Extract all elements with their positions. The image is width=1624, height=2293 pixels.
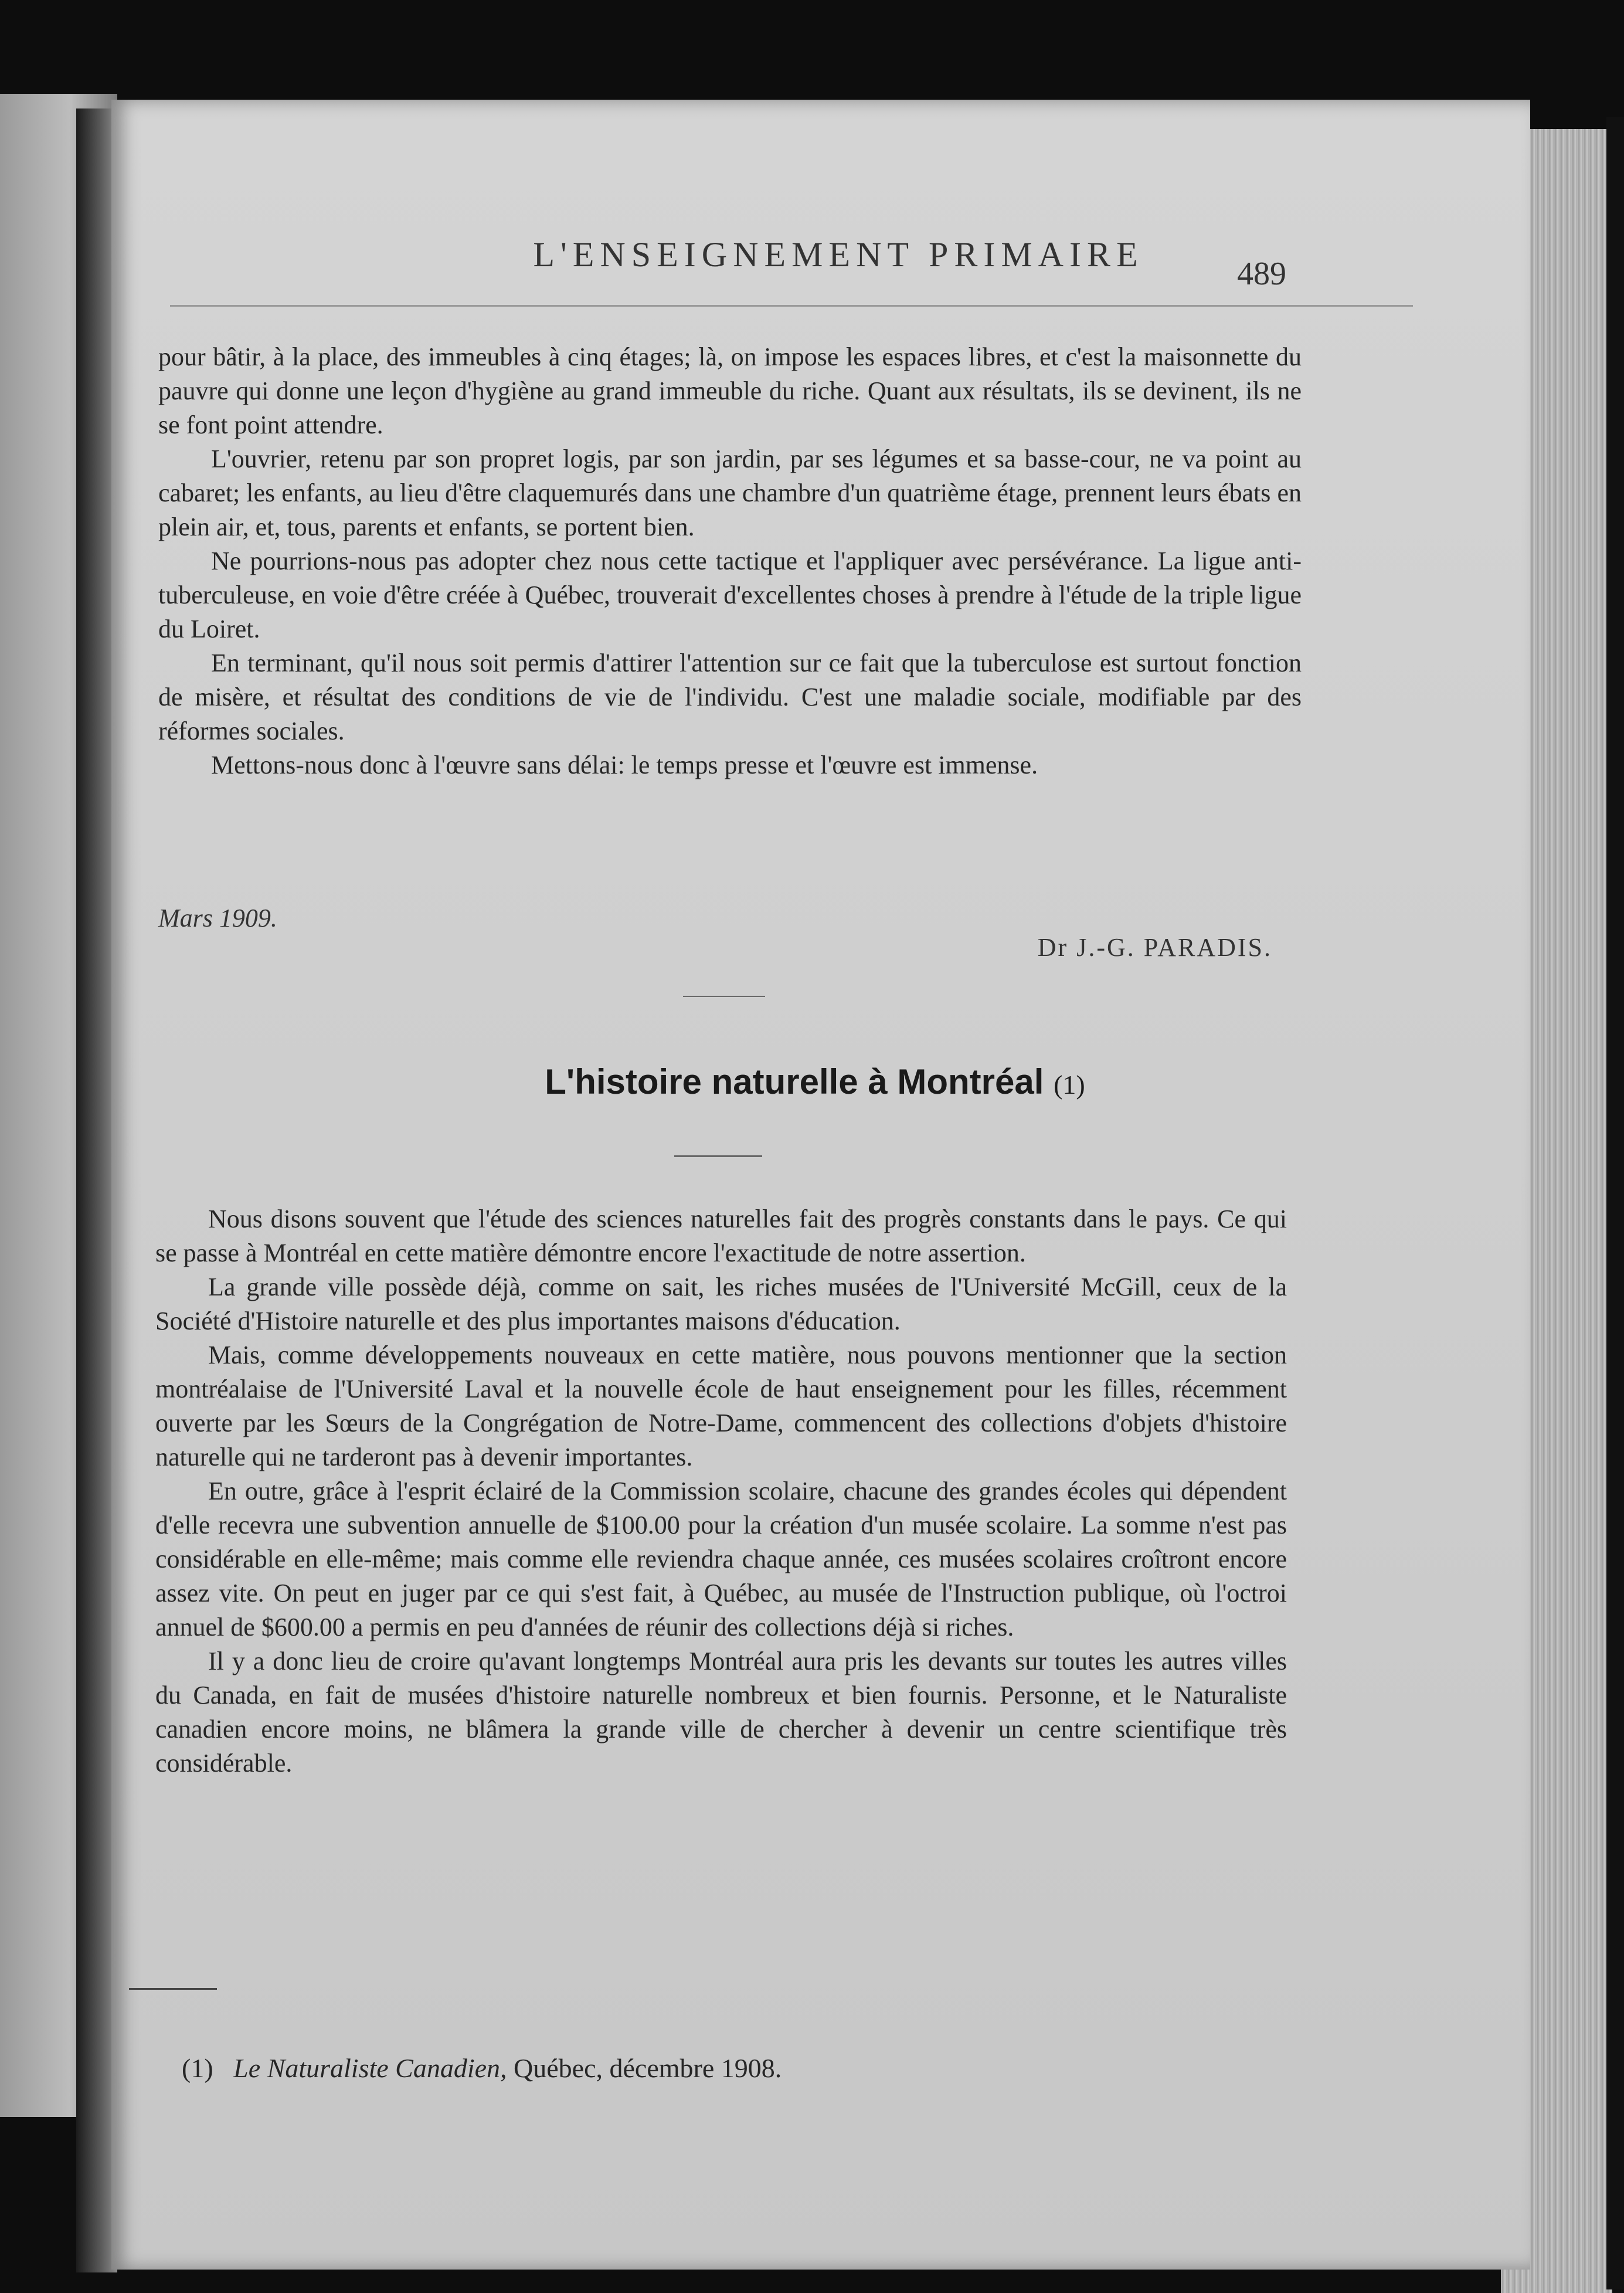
previous-article-text bbox=[158, 340, 1302, 782]
article-title-text: L'histoire naturelle à Montréal bbox=[545, 1062, 1044, 1101]
paragraph: La grande ville possède déjà, comme on sait, les riches musées de l'Université McGill, ceux de la Société d'Histoire naturelle et des plus importantes maisons d'éducation. bbox=[155, 1273, 1287, 1335]
article-title bbox=[287, 1061, 1343, 1102]
paragraph: L'ouvrier, retenu par son propret logis, par son jardin, par ses légumes et sa basse-cour, ne va point au cabaret; les enfants, au lieu d'être claquemurés dans une chambre d'un quatrième étage, prennent leurs ébats en plein air, et, tous, parents et enfants, se portent bien. bbox=[158, 445, 1302, 541]
paragraph: Ne pourrions-nous pas adopter chez nous cette tactique et l'appliquer avec persévérance. La ligue anti-tuberculeuse, en voie d'être créée à Québec, trouverait d'excellentes choses à prendre à l'étude de la triple ligue du Loiret. bbox=[158, 547, 1302, 643]
title-divider bbox=[674, 1155, 762, 1157]
page-number: 489 bbox=[1237, 256, 1286, 292]
header-rule bbox=[170, 305, 1413, 307]
footnote-details: Québec, décembre 1908. bbox=[514, 2053, 782, 2083]
paragraph: En terminant, qu'il nous soit permis d'attirer l'attention sur ce fait que la tuberculose est surtout fonction de misère, et résultat des conditions de vie de l'individu. C'est une maladie sociale, modifiable par des réformes sociales. bbox=[158, 649, 1302, 745]
book-page bbox=[111, 100, 1530, 2270]
paragraph: Nous disons souvent que l'étude des sciences naturelles fait des progrès constants dans le pays. Ce qui se passe à Montréal en cette matière démontre encore l'exactitude de notre assertion. bbox=[155, 1205, 1287, 1267]
paragraph: Mais, comme développements nouveaux en cette matière, nous pouvons mentionner que la section montréalaise de l'Université Laval et la nouvelle école de haut enseignement pour les filles, récemment ouverte par les Sœurs de la Congrégation de Notre-Dame, commencent des collections d'objets d'histoire naturelle qui ne tarderont pas à devenir importantes. bbox=[155, 1341, 1287, 1471]
paragraph: Mettons-nous donc à l'œuvre sans délai: le temps presse et l'œuvre est immense. bbox=[211, 751, 1038, 779]
signature-block bbox=[158, 903, 1272, 997]
paragraph: En outre, grâce à l'esprit éclairé de la Commission scolaire, chacune des grandes écoles qui dépendent d'elle recevra une subvention annuelle de $100.00 pour la création d'un musée scolaire. La somme n'est pas considérable en elle-même; mais comme elle reviendra chaque année, ces musées scolaires croîtront encore assez vite. On peut en juger par ce qui s'est fait, à Québec, au musée de l'Instruction publique, où l'octroi annuel de $600.00 a permis en peu d'années de réunir des collections déjà si riches. bbox=[155, 1477, 1287, 1641]
footnote-source: Le Naturaliste Canadien, bbox=[233, 2053, 507, 2083]
article-text bbox=[155, 1202, 1287, 1780]
footnote bbox=[182, 2053, 782, 2084]
signature-author: Dr J.-G. PARADIS. bbox=[1037, 933, 1272, 962]
footnote-reference: (1) bbox=[1054, 1070, 1085, 1100]
signature-date: Mars 1909. bbox=[158, 904, 277, 932]
paragraph: pour bâtir, à la place, des immeubles à cinq étages; là, on impose les espaces libres, et c'est la maisonnette du pauvre qui donne une leçon d'hygiène au grand immeuble du riche. Quant aux résultats, ils se devinent, ils ne se font point attendre. bbox=[158, 342, 1302, 439]
paragraph: Il y a donc lieu de croire qu'avant longtemps Montréal aura pris les devants sur toutes les autres villes du Canada, en fait de musées d'histoire naturelle nombreux et bien fournis. Personne, et le Naturaliste canadien encore moins, ne blâmera la grande ville de chercher à devenir un centre scientifique très considérable. bbox=[155, 1647, 1287, 1778]
footnote-marker: (1) bbox=[182, 2053, 213, 2083]
background-right bbox=[1606, 117, 1624, 2289]
running-header: L'ENSEIGNEMENT PRIMAIRE bbox=[533, 235, 1144, 274]
section-divider bbox=[683, 996, 765, 997]
footnote-rule bbox=[129, 1988, 217, 1990]
